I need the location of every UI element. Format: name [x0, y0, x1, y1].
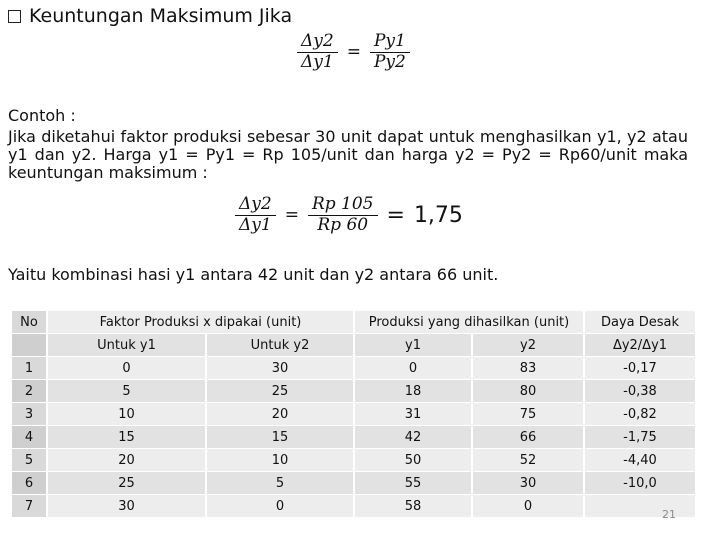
table-body: [12, 357, 695, 517]
formula-example-rhs: [308, 195, 378, 236]
table-row: [12, 426, 695, 448]
table-row: [12, 472, 695, 494]
formula-result: 1,75: [413, 202, 463, 228]
cell-produksi-y1: 18: [355, 380, 471, 402]
subheader-untuk-y1: Untuk y1: [48, 334, 205, 356]
cell-faktor-y2: 15: [207, 426, 353, 448]
cell-produksi-y2: 80: [473, 380, 583, 402]
cell-faktor-y2: 10: [207, 449, 353, 471]
cell-produksi-y1: 50: [355, 449, 471, 471]
page-number: 21: [662, 508, 676, 521]
formula-denominator: Δy1: [239, 215, 272, 236]
cell-faktor-y1: 30: [48, 495, 205, 517]
checkbox-bullet-icon: [8, 10, 21, 23]
cell-produksi-y2: 75: [473, 403, 583, 425]
cell-faktor-y1: 5: [48, 380, 205, 402]
cell-produksi-y1: 42: [355, 426, 471, 448]
subheader-blank: [12, 334, 46, 356]
cell-daya-desak: -0,82: [585, 403, 695, 425]
cell-daya-desak: -1,75: [585, 426, 695, 448]
example-paragraph: Jika diketahui faktor produksi sebesar 30 unit dapat untuk menghasilkan y1, y2 atau y1 dan y2. Harga y1 = Py1 = Rp 105/unit dan harga y2 = Py2 = Rp60/unit maka keuntungan maksimum :: [8, 127, 688, 182]
formula-denominator: Rp 60: [317, 215, 369, 236]
cell-faktor-y1: 0: [48, 357, 205, 379]
header-daya-desak: Daya Desak: [585, 311, 695, 333]
cell-produksi-y1: 58: [355, 495, 471, 517]
cell-produksi-y2: 83: [473, 357, 583, 379]
table-header-row: [12, 311, 695, 333]
table-row: [12, 495, 695, 517]
header-faktor-produksi: Faktor Produksi x dipakai (unit): [48, 311, 353, 333]
cell-produksi-y2: 30: [473, 472, 583, 494]
cell-daya-desak: -4,40: [585, 449, 695, 471]
data-table: [10, 310, 697, 518]
equals-sign: =: [284, 205, 299, 226]
cell-no: 2: [12, 380, 46, 402]
formula-example: [235, 195, 463, 236]
cell-no: 4: [12, 426, 46, 448]
formula-example-lhs: [235, 195, 276, 236]
cell-daya-desak: -10,0: [585, 472, 695, 494]
subheader-y1: y1: [355, 334, 471, 356]
formula-denominator: Δy1: [301, 52, 334, 73]
table-row: [12, 403, 695, 425]
formula-denominator: Py2: [373, 52, 406, 73]
cell-daya-desak: -0,17: [585, 357, 695, 379]
table-row: [12, 449, 695, 471]
cell-faktor-y2: 5: [207, 472, 353, 494]
cell-produksi-y1: 0: [355, 357, 471, 379]
subheader-untuk-y2: Untuk y2: [207, 334, 353, 356]
equals-sign: =: [346, 42, 361, 63]
cell-faktor-y2: 30: [207, 357, 353, 379]
subheader-daya-ratio: Δy2/Δy1: [585, 334, 695, 356]
cell-produksi-y2: 66: [473, 426, 583, 448]
cell-no: 3: [12, 403, 46, 425]
slide-title: [8, 5, 292, 27]
cell-faktor-y1: 15: [48, 426, 205, 448]
cell-no: 6: [12, 472, 46, 494]
cell-faktor-y2: 20: [207, 403, 353, 425]
cell-faktor-y1: 20: [48, 449, 205, 471]
cell-faktor-y1: 25: [48, 472, 205, 494]
cell-produksi-y1: 55: [355, 472, 471, 494]
cell-no: 1: [12, 357, 46, 379]
cell-produksi-y1: 31: [355, 403, 471, 425]
cell-no: 5: [12, 449, 46, 471]
table-row: [12, 357, 695, 379]
formula-condition: [297, 32, 410, 73]
subheader-y2: y2: [473, 334, 583, 356]
cell-no: 7: [12, 495, 46, 517]
table-row: [12, 380, 695, 402]
formula-condition-lhs: [297, 32, 338, 73]
conclusion-text: Yaitu kombinasi hasi y1 antara 42 unit dan y2 antara 66 unit.: [8, 265, 499, 284]
formula-numerator: Δy2: [301, 31, 334, 51]
table-subheader-row: [12, 334, 695, 356]
equals-sign: =: [386, 202, 405, 228]
cell-faktor-y2: 0: [207, 495, 353, 517]
cell-daya-desak: -0,38: [585, 380, 695, 402]
cell-faktor-y2: 25: [207, 380, 353, 402]
cell-produksi-y2: 0: [473, 495, 583, 517]
formula-numerator: Δy2: [239, 194, 272, 214]
slide-title-text: Keuntungan Maksimum Jika: [29, 5, 293, 27]
formula-numerator: Rp 105: [311, 194, 374, 214]
formula-numerator: Py1: [373, 31, 406, 51]
cell-faktor-y1: 10: [48, 403, 205, 425]
formula-condition-rhs: [370, 32, 410, 73]
example-label: Contoh :: [8, 106, 76, 125]
cell-daya-desak: [585, 495, 695, 517]
cell-produksi-y2: 52: [473, 449, 583, 471]
header-no: No: [12, 311, 46, 333]
header-produksi-dihasilkan: Produksi yang dihasilkan (unit): [355, 311, 583, 333]
